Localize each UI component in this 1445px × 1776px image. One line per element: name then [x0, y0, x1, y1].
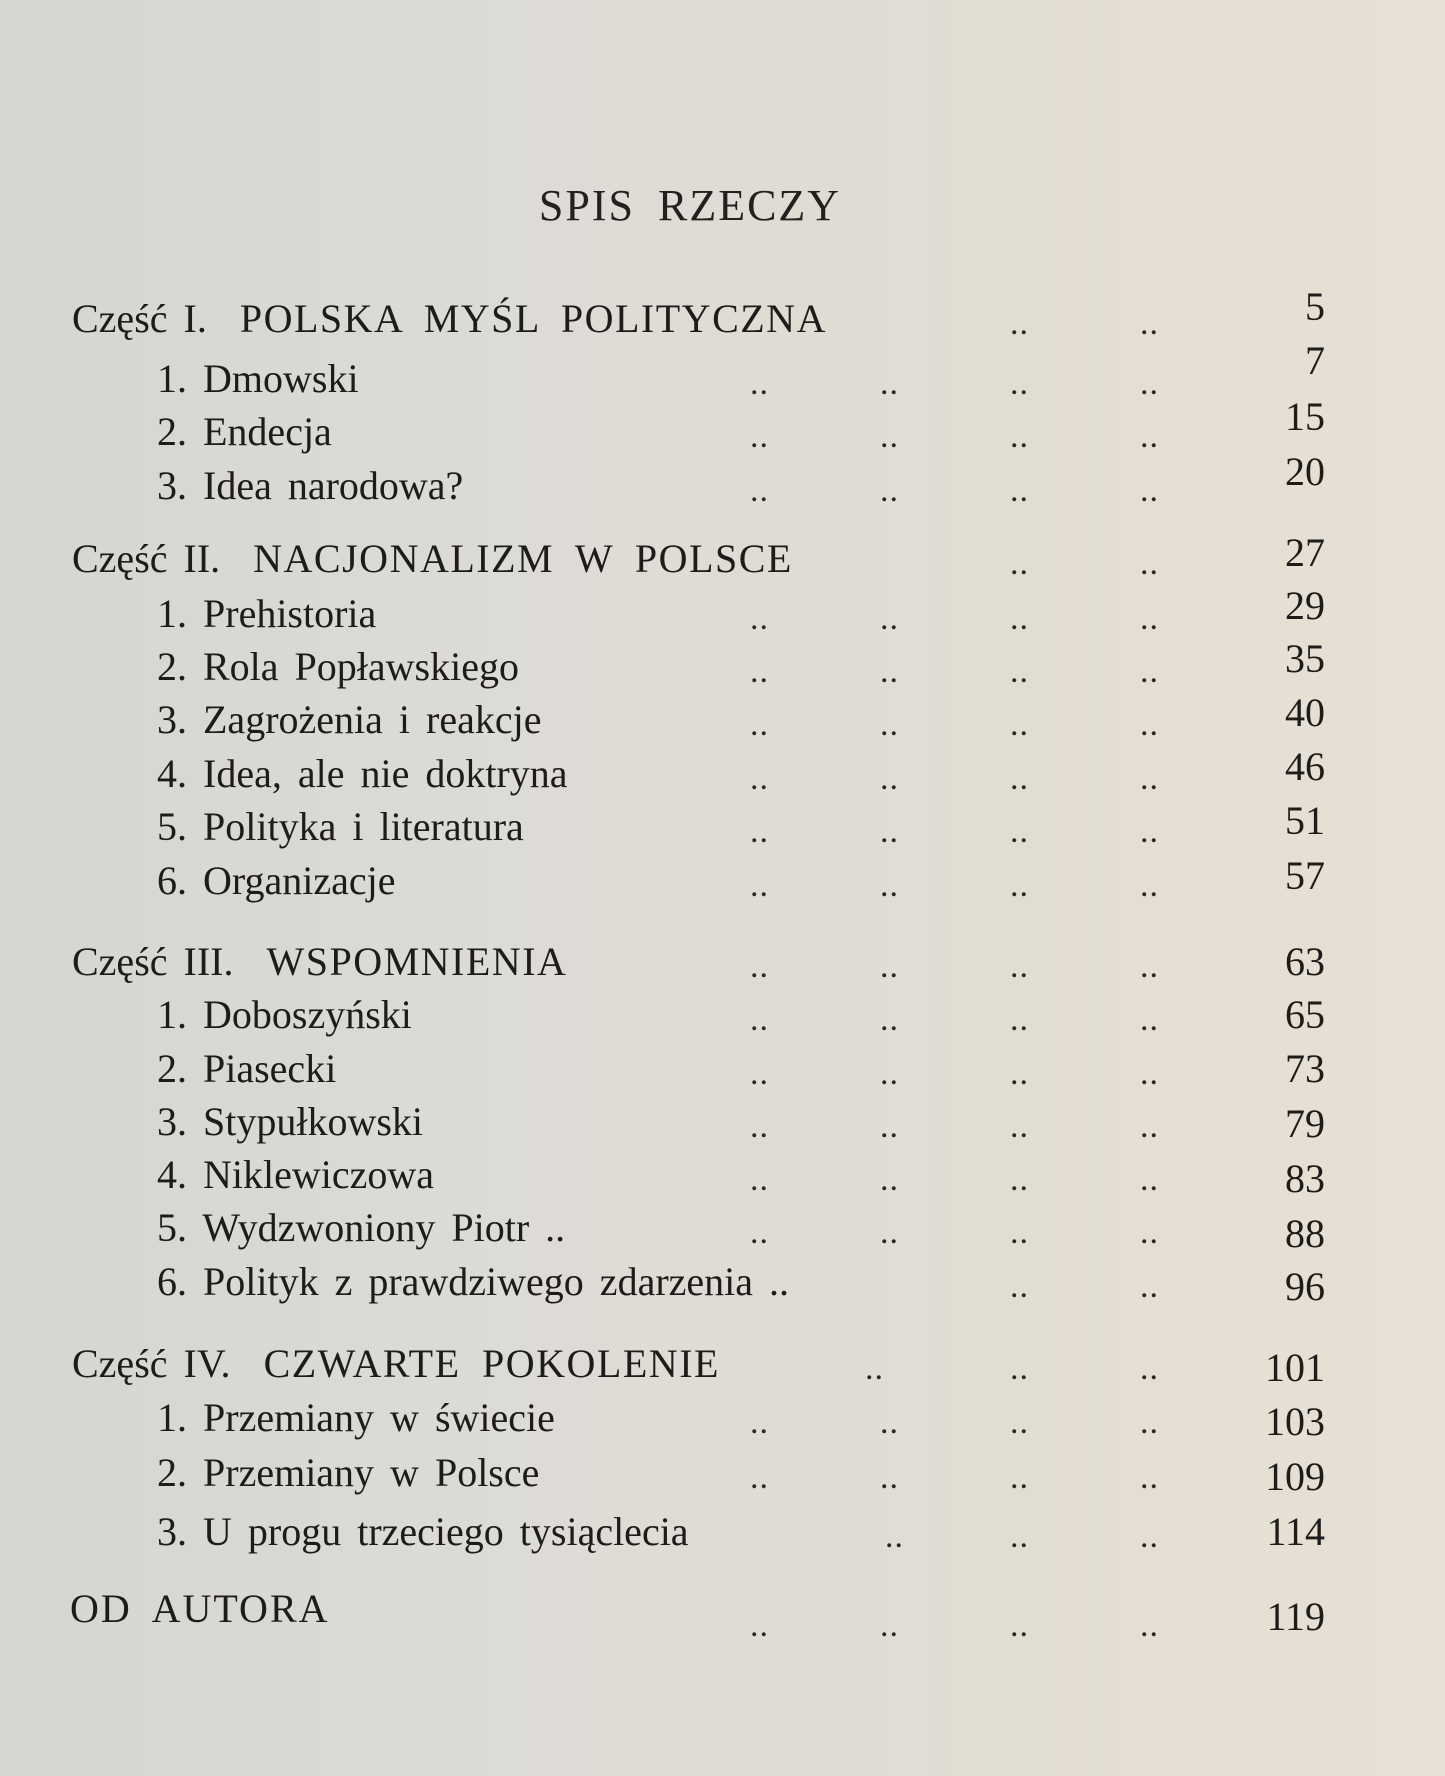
dot-leader: ..: [750, 813, 769, 850]
dot-leader: ..: [1010, 365, 1029, 402]
toc-epilogue-entry[interactable]: [0, 1585, 1445, 1644]
dot-leader: ..: [880, 706, 899, 743]
dot-leader: ..: [1010, 1459, 1029, 1496]
chapter-title: 1. Dmowski: [157, 356, 359, 401]
page-number: 15: [1285, 394, 1325, 439]
chapter-title: 2. Piasecki: [157, 1046, 337, 1091]
dot-leader: ..: [750, 867, 769, 904]
part-heading: [72, 535, 793, 582]
chapter-title: 4. Niklewiczowa: [157, 1152, 435, 1197]
dot-leader: ..: [880, 1055, 899, 1092]
dot-leader: ..: [1140, 365, 1159, 402]
part-title: WSPOMNIENIA: [266, 939, 568, 984]
toc-chapter-entry[interactable]: [0, 338, 1445, 405]
page-number: 46: [1285, 744, 1325, 789]
dot-leader: ..: [1140, 472, 1159, 509]
dot-leader: ..: [880, 1161, 899, 1198]
part-title: NACJONALIZM W POLSCE: [253, 536, 793, 581]
dot-leader: ..: [1140, 1350, 1159, 1387]
dot-leader: ..: [1010, 1108, 1029, 1145]
dot-leader: ..: [750, 1459, 769, 1496]
dot-leader: ..: [1140, 418, 1159, 455]
toc-chapter-entry[interactable]: [0, 798, 1445, 853]
dot-leader: ..: [880, 867, 899, 904]
part-heading: [72, 1340, 720, 1387]
dot-leader: ..: [750, 760, 769, 797]
toc-chapter-entry[interactable]: [0, 1204, 1445, 1254]
dot-leader: ..: [1140, 1607, 1159, 1644]
dot-leader: ..: [1140, 1518, 1159, 1555]
dot-leader: ..: [880, 1108, 899, 1145]
dot-leader: ..: [1010, 305, 1029, 342]
chapter-title: 6. Polityk z prawdziwego zdarzenia ..: [157, 1259, 790, 1304]
page-number: 7: [1305, 338, 1325, 383]
dot-leader: ..: [885, 1518, 904, 1555]
chapter-title: 3. Idea narodowa?: [157, 463, 464, 508]
dot-leader: ..: [750, 653, 769, 690]
chapter-title: 5. Polityka i literatura: [157, 804, 524, 849]
dot-leader: ..: [1140, 706, 1159, 743]
page-number: 101: [1265, 1345, 1325, 1390]
dot-leader: ..: [1140, 867, 1159, 904]
toc-part-entry[interactable]: [0, 530, 1445, 585]
page-number: 114: [1266, 1509, 1325, 1554]
dot-leader: ..: [1140, 305, 1159, 342]
part-prefix: Część III.: [72, 939, 234, 984]
dot-leader: ..: [750, 1161, 769, 1198]
epilogue-title: OD AUTORA: [70, 1586, 330, 1631]
chapter-title: 1. Przemiany w świecie: [157, 1395, 555, 1440]
dot-leader: ..: [750, 1001, 769, 1038]
part-heading: [72, 938, 567, 985]
dot-leader: ..: [1140, 545, 1159, 582]
dot-leader: ..: [1140, 760, 1159, 797]
dot-leader: ..: [1010, 1268, 1029, 1305]
part-title: CZWARTE POKOLENIE: [263, 1341, 720, 1386]
page-number: 5: [1305, 284, 1325, 329]
page-number: 109: [1265, 1454, 1325, 1499]
dot-leader: ..: [1140, 1459, 1159, 1496]
dot-leader: ..: [1140, 948, 1159, 985]
page-number: 51: [1285, 798, 1325, 843]
page-number: 63: [1285, 939, 1325, 984]
toc-chapter-entry[interactable]: [0, 1151, 1445, 1201]
dot-leader: ..: [750, 1055, 769, 1092]
page-number: 40: [1285, 690, 1325, 735]
dot-leader: ..: [1140, 1161, 1159, 1198]
chapter-title: 2. Endecja: [157, 409, 332, 454]
dot-leader: ..: [1010, 418, 1029, 455]
dot-leader: ..: [750, 706, 769, 743]
dot-leader: ..: [880, 1607, 899, 1644]
page-number: 83: [1285, 1156, 1325, 1201]
toc-chapter-entry[interactable]: [0, 690, 1445, 746]
toc-chapter-entry[interactable]: [0, 1258, 1445, 1308]
dot-leader: ..: [750, 600, 769, 637]
chapter-title: 2. Przemiany w Polsce: [157, 1450, 540, 1495]
toc-chapter-entry[interactable]: [0, 394, 1445, 458]
toc-title: SPIS RZECZY: [538, 181, 842, 230]
page-number: 103: [1265, 1399, 1325, 1444]
page-number: 20: [1285, 449, 1325, 494]
dot-leader: ..: [1140, 1404, 1159, 1441]
dot-leader: ..: [1010, 1214, 1029, 1251]
part-heading: [72, 295, 827, 342]
dot-leader: ..: [1140, 1214, 1159, 1251]
chapter-title: 4. Idea, ale nie doktryna: [157, 751, 568, 796]
page-number: 35: [1285, 636, 1325, 681]
dot-leader: ..: [1010, 1404, 1029, 1441]
toc-part-entry[interactable]: [0, 938, 1445, 988]
dot-leader: ..: [880, 418, 899, 455]
dot-leader: ..: [1010, 760, 1029, 797]
toc-chapter-entry[interactable]: [0, 991, 1445, 1041]
dot-leader: ..: [1010, 600, 1029, 637]
chapter-title: 5. Wydzwoniony Piotr ..: [157, 1205, 566, 1250]
dot-leader: ..: [750, 948, 769, 985]
toc-chapter-entry[interactable]: [0, 744, 1445, 800]
page-number: 79: [1285, 1101, 1325, 1146]
toc-chapter-entry[interactable]: [0, 636, 1445, 693]
dot-leader: ..: [880, 1404, 899, 1441]
dot-leader: ..: [1010, 706, 1029, 743]
dot-leader: ..: [880, 472, 899, 509]
dot-leader: ..: [1140, 1055, 1159, 1092]
dot-leader: ..: [750, 472, 769, 509]
dot-leader: ..: [1010, 653, 1029, 690]
toc-chapter-entry[interactable]: [0, 1449, 1445, 1499]
chapter-title: 2. Rola Popławskiego: [157, 644, 519, 689]
dot-leader: ..: [1010, 1001, 1029, 1038]
toc-part-entry[interactable]: [0, 1340, 1445, 1390]
page-number: 88: [1285, 1211, 1325, 1256]
chapter-title: 1. Doboszyński: [157, 992, 412, 1037]
dot-leader: ..: [750, 365, 769, 402]
dot-leader: ..: [1010, 472, 1029, 509]
toc-chapter-entry[interactable]: [0, 583, 1445, 640]
toc-chapter-entry[interactable]: [0, 1508, 1445, 1558]
page-number: 65: [1285, 992, 1325, 1037]
dot-leader: ..: [1010, 1161, 1029, 1198]
part-prefix: Część IV.: [72, 1341, 231, 1386]
dot-leader: ..: [1140, 653, 1159, 690]
dot-leader: ..: [880, 1001, 899, 1038]
dot-leader: ..: [880, 1214, 899, 1251]
toc-chapter-entry[interactable]: [0, 1394, 1445, 1444]
toc-chapter-entry[interactable]: [0, 449, 1445, 512]
chapter-title: 3. U progu trzeciego tysiąclecia: [157, 1509, 689, 1554]
dot-leader: ..: [880, 813, 899, 850]
dot-leader: ..: [1010, 1518, 1029, 1555]
page-number: 119: [1266, 1594, 1325, 1639]
page-number: 96: [1285, 1264, 1325, 1309]
chapter-title: 3. Zagrożenia i reakcje: [157, 697, 542, 742]
chapter-title: 3. Stypułkowski: [157, 1099, 424, 1144]
dot-leader: ..: [1140, 1268, 1159, 1305]
dot-leader: ..: [750, 1404, 769, 1441]
dot-leader: ..: [1140, 600, 1159, 637]
dot-leader: ..: [1010, 867, 1029, 904]
toc-part-entry[interactable]: [0, 284, 1445, 345]
dot-leader: ..: [1140, 1001, 1159, 1038]
chapter-title: 1. Prehistoria: [157, 591, 377, 636]
chapter-title: 6. Organizacje: [157, 858, 396, 903]
page-number: 57: [1285, 853, 1325, 898]
dot-leader: ..: [1140, 813, 1159, 850]
dot-leader: ..: [880, 1459, 899, 1496]
page-number: 27: [1285, 530, 1325, 575]
dot-leader: ..: [1140, 1108, 1159, 1145]
toc-chapter-entry[interactable]: [0, 853, 1445, 907]
dot-leader: ..: [750, 418, 769, 455]
part-title: POLSKA MYŚL POLITYCZNA: [239, 296, 827, 341]
dot-leader: ..: [880, 948, 899, 985]
dot-leader: ..: [750, 1214, 769, 1251]
dot-leader: ..: [1010, 1055, 1029, 1092]
dot-leader: ..: [880, 653, 899, 690]
dot-leader: ..: [1010, 1607, 1029, 1644]
dot-leader: ..: [1010, 813, 1029, 850]
page-number: 73: [1285, 1046, 1325, 1091]
dot-leader: ..: [1010, 1350, 1029, 1387]
toc-chapter-entry[interactable]: [0, 1045, 1445, 1095]
dot-leader: ..: [880, 600, 899, 637]
dot-leader: ..: [750, 1607, 769, 1644]
part-prefix: Część II.: [72, 536, 221, 581]
dot-leader: ..: [880, 760, 899, 797]
page-number: 29: [1285, 583, 1325, 628]
dot-leader: ..: [1010, 545, 1029, 582]
toc-chapter-entry[interactable]: [0, 1098, 1445, 1148]
dot-leader: ..: [1010, 948, 1029, 985]
dot-leader: ..: [865, 1350, 884, 1387]
part-prefix: Część I.: [72, 296, 207, 341]
dot-leader: ..: [880, 365, 899, 402]
dot-leader: ..: [750, 1108, 769, 1145]
